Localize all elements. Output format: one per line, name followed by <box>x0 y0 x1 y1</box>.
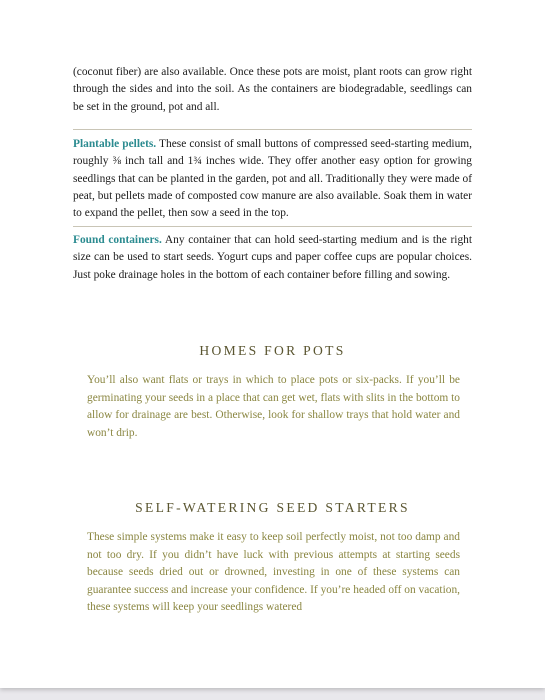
paragraph-lead-plantable-pellets: Plantable pellets. <box>73 138 157 150</box>
paragraph-text: These consist of small buttons of compressed seed-starting medium, roughly ⅜ inch tall and 1¾ inches wide. They offer another easy option for growing seedlings that can be planted in the garden, pot and all. Traditionally they were made of peat, but pellets made of composted cow manure are also available. Soak them in water to expand the pellet, then sow a seed in the top. <box>73 138 473 220</box>
paragraph-text: (coconut fiber) are also available. Once these pots are moist, plant roots can grow right through the sides and into the soil. As the containers are biodegradable, seedlings can be set in the ground, pot and all. <box>73 66 472 113</box>
divider <box>73 226 472 227</box>
paragraph-coconut-fiber <box>73 64 472 116</box>
paragraph-plantable-pellets <box>73 136 472 222</box>
paragraph-lead-found-containers: Found containers. <box>73 234 162 246</box>
divider <box>73 129 472 130</box>
paragraph-text: Any container that can hold seed-starting medium and is the right size can be used to start seeds. Yogurt cups and paper coffee cups are popular choices. Just poke drainage holes in the bottom of each container before filling and sowing. <box>73 234 472 281</box>
section-heading-homes-for-pots: HOMES FOR POTS <box>199 343 346 358</box>
section-body-homes-for-pots: You’ll also want flats or trays in which to place pots or six-packs. If you’ll be germinating your seeds in a place that can get wet, flats with slits in the bottom to allow for drainage are best. Otherwise, look for shallow trays that hold water and won’t drip. <box>87 374 460 439</box>
paragraph-found-containers <box>73 232 472 284</box>
section-heading-self-watering: SELF-WATERING SEED STARTERS <box>135 500 410 515</box>
section-body-self-watering: These simple systems make it easy to keep soil perfectly moist, not too damp and not too dry. If you didn’t have luck with previous attempts at starting seeds because seeds dried out or drowned, investing in one of these systems can guarantee success and increase your confidence. If you’re headed off on vacation, these systems will keep your seedlings watered <box>87 531 460 613</box>
